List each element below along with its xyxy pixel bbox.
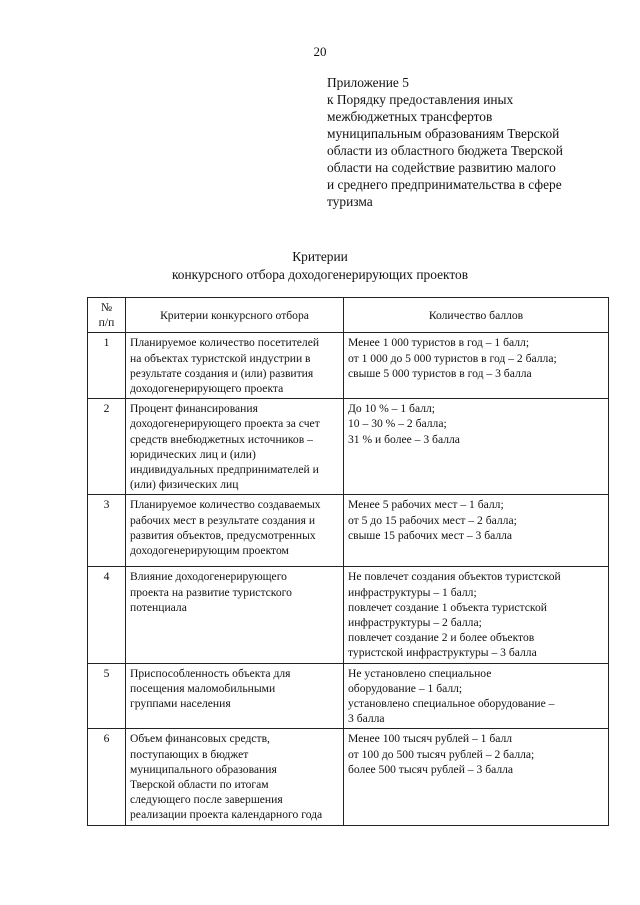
appendix-header bbox=[327, 74, 617, 210]
appendix-line: области из областного бюджета Тверской bbox=[327, 143, 563, 158]
criteria-line: группами населения bbox=[130, 697, 231, 711]
criteria-table bbox=[87, 297, 609, 826]
row-criteria bbox=[126, 663, 344, 729]
row-score bbox=[344, 729, 609, 825]
table-row bbox=[88, 663, 609, 729]
header-number-abbrev: п/п bbox=[98, 316, 115, 330]
score-line: более 500 тысяч рублей – 3 балла bbox=[348, 762, 514, 776]
criteria-line: проекта на развитие туристского bbox=[130, 585, 292, 599]
criteria-line: результате создания и (или) развития bbox=[130, 366, 314, 380]
score-line: 10 – 30 % – 2 балла; bbox=[348, 417, 447, 431]
criteria-line: доходогенерирующего проекта за счет bbox=[130, 417, 320, 431]
row-score bbox=[344, 567, 609, 663]
criteria-line: Тверской области по итогам bbox=[130, 778, 269, 792]
title-line-1: Критерии bbox=[292, 249, 348, 264]
criteria-line: поступающих в бюджет bbox=[130, 747, 249, 761]
table-row bbox=[88, 729, 609, 825]
criteria-line: юридических лиц и (или) bbox=[130, 447, 256, 461]
criteria-line: доходогенерирующего проекта bbox=[130, 382, 284, 396]
appendix-line: Приложение 5 bbox=[327, 75, 409, 90]
criteria-line: Процент финансирования bbox=[130, 402, 258, 416]
criteria-line: потенциала bbox=[130, 600, 187, 614]
criteria-line: средств внебюджетных источников – bbox=[130, 432, 313, 446]
score-line: от 100 до 500 тысяч рублей – 2 балла; bbox=[348, 747, 535, 761]
appendix-line: муниципальным образованиям Тверской bbox=[327, 126, 560, 141]
header-number-symbol: № bbox=[100, 301, 113, 314]
criteria-line: следующего после завершения bbox=[130, 793, 283, 807]
table-row bbox=[88, 495, 609, 567]
row-score bbox=[344, 495, 609, 567]
header-number bbox=[88, 298, 126, 333]
score-line: инфраструктуры – 2 балла; bbox=[348, 616, 482, 630]
criteria-line: на объектах туристской индустрии в bbox=[130, 351, 311, 365]
row-score bbox=[344, 333, 609, 399]
criteria-line: Приспособленность объекта для bbox=[130, 666, 291, 680]
criteria-line: рабочих мест в результате создания и bbox=[130, 513, 316, 527]
score-line: от 5 до 15 рабочих мест – 2 балла; bbox=[348, 513, 517, 527]
row-score bbox=[344, 399, 609, 495]
criteria-line: посещения маломобильными bbox=[130, 681, 276, 695]
criteria-line: муниципального образования bbox=[130, 762, 277, 776]
row-number: 3 bbox=[88, 495, 126, 567]
score-line: До 10 % – 1 балл; bbox=[348, 402, 435, 416]
score-line: 3 балла bbox=[348, 712, 385, 726]
row-criteria bbox=[126, 495, 344, 567]
row-number: 5 bbox=[88, 663, 126, 729]
table-header-row bbox=[88, 298, 609, 333]
criteria-line: развития объектов, предусмотренных bbox=[130, 528, 316, 542]
score-line: инфраструктуры – 1 балл; bbox=[348, 585, 477, 599]
row-number: 1 bbox=[88, 333, 126, 399]
appendix-line: и среднего предпринимательства в сфере bbox=[327, 177, 562, 192]
title-line-2: конкурсного отбора доходогенерирующих проектов bbox=[171, 267, 469, 282]
row-criteria bbox=[126, 333, 344, 399]
score-line: Менее 100 тысяч рублей – 1 балл bbox=[348, 732, 513, 746]
score-line: свыше 5 000 туристов в год – 3 балла bbox=[348, 366, 532, 380]
appendix-line: туризма bbox=[327, 194, 373, 209]
appendix-line: области на содействие развитию малого bbox=[327, 160, 556, 175]
score-line: свыше 15 рабочих мест – 3 балла bbox=[348, 528, 513, 542]
criteria-line: Планируемое количество создаваемых bbox=[130, 498, 321, 512]
criteria-line: Объем финансовых средств, bbox=[130, 732, 270, 746]
score-line: оборудование – 1 балл; bbox=[348, 681, 463, 695]
page-number: 20 bbox=[313, 44, 327, 59]
document-title bbox=[0, 248, 640, 284]
criteria-line: (или) физических лиц bbox=[130, 478, 239, 492]
score-line: повлечет создание 2 и более объектов bbox=[348, 631, 535, 645]
score-line: от 1 000 до 5 000 туристов в год – 2 балла; bbox=[348, 351, 557, 365]
score-line: Менее 5 рабочих мест – 1 балл; bbox=[348, 498, 504, 512]
criteria-line: доходогенерирующим проектом bbox=[130, 544, 289, 558]
score-line: установлено специальное оборудование – bbox=[348, 697, 555, 711]
appendix-line: к Порядку предоставления иных bbox=[327, 92, 514, 107]
row-criteria bbox=[126, 729, 344, 825]
score-line: 31 % и более – 3 балла bbox=[348, 432, 460, 446]
header-criteria: Критерии конкурсного отбора bbox=[126, 298, 344, 333]
table-row bbox=[88, 399, 609, 495]
score-line: Не установлено специальное bbox=[348, 666, 492, 680]
score-line: Менее 1 000 туристов в год – 1 балл; bbox=[348, 336, 530, 350]
row-number: 4 bbox=[88, 567, 126, 663]
row-number: 6 bbox=[88, 729, 126, 825]
score-line: повлечет создание 1 объекта туристской bbox=[348, 600, 547, 614]
appendix-line: межбюджетных трансфертов bbox=[327, 109, 493, 124]
criteria-line: Планируемое количество посетителей bbox=[130, 336, 320, 350]
table-row bbox=[88, 333, 609, 399]
row-criteria bbox=[126, 399, 344, 495]
criteria-line: реализации проекта календарного года bbox=[130, 808, 323, 822]
header-score: Количество баллов bbox=[344, 298, 609, 333]
table-row bbox=[88, 567, 609, 663]
score-line: туристской инфраструктуры – 3 балла bbox=[348, 646, 537, 660]
criteria-line: Влияние доходогенерирующего bbox=[130, 570, 287, 584]
criteria-line: индивидуальных предпринимателей и bbox=[130, 463, 319, 477]
row-criteria bbox=[126, 567, 344, 663]
score-line: Не повлечет создания объектов туристской bbox=[348, 570, 561, 584]
row-score bbox=[344, 663, 609, 729]
row-number: 2 bbox=[88, 399, 126, 495]
